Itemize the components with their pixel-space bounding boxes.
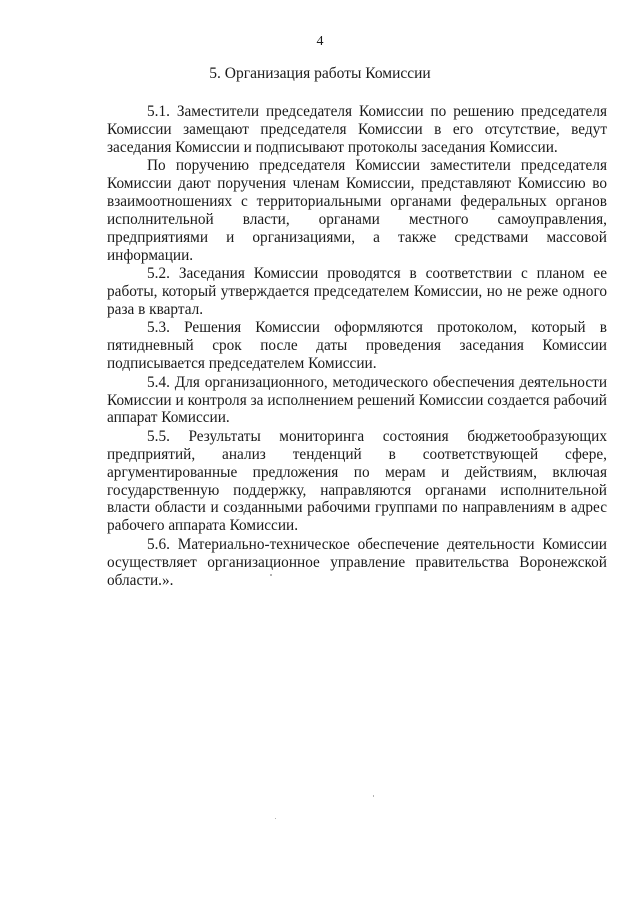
paragraph-5-5: 5.5. Результаты мониторинга состояния бюджетообразующих предприятий, анализ тенденций в соответствующей сфере, аргументированные предложения по мерам и действиям, включая государственную поддержку, направляются органами исполнительной власти области и созданными рабочими группами по направлениям в адрес рабочего аппарата Комиссии. <box>107 427 607 535</box>
paragraph-5-1-continuation: По поручению председателя Комиссии заместители председателя Комиссии дают поручения членам Комиссии, представляют Комиссию во взаимоотношениях с территориальными органами федеральных органов исполнительной власти, органами местного самоуправления, предприятиями и организациями, а также средствами массовой информации. <box>107 157 607 264</box>
scan-speck <box>373 795 374 797</box>
document-body <box>107 103 607 590</box>
scan-speck <box>275 818 276 819</box>
section-title: 5. Организация работы Комиссии <box>209 65 431 82</box>
scan-speck <box>270 574 272 576</box>
paragraph-5-2: 5.2. Заседания Комиссии проводятся в соответствии с планом ее работы, который утверждается председателем Комиссии, но не реже одного раза в квартал. <box>107 265 607 318</box>
paragraph-5-3: 5.3. Решения Комиссии оформляются протоколом, который в пятидневный срок после даты проведения заседания Комиссии подписывается председателем Комиссии. <box>107 319 607 373</box>
page-number: 4 <box>316 34 324 49</box>
paragraph-5-1: 5.1. Заместители председателя Комиссии по решению председателя Комиссии замещают председателя Комиссии в его отсутствие, ведут заседания Комиссии и подписывают протоколы заседания Комиссии. <box>107 103 607 156</box>
paragraph-5-6: 5.6. Материально-техническое обеспечение деятельности Комиссии осуществляет организационное управление правительства Воронежской области.». <box>107 535 607 589</box>
paragraph-5-4: 5.4. Для организационного, методического обеспечения деятельности Комиссии и контроля за исполнением решений Комиссии создается рабочий аппарат Комиссии. <box>107 373 607 427</box>
